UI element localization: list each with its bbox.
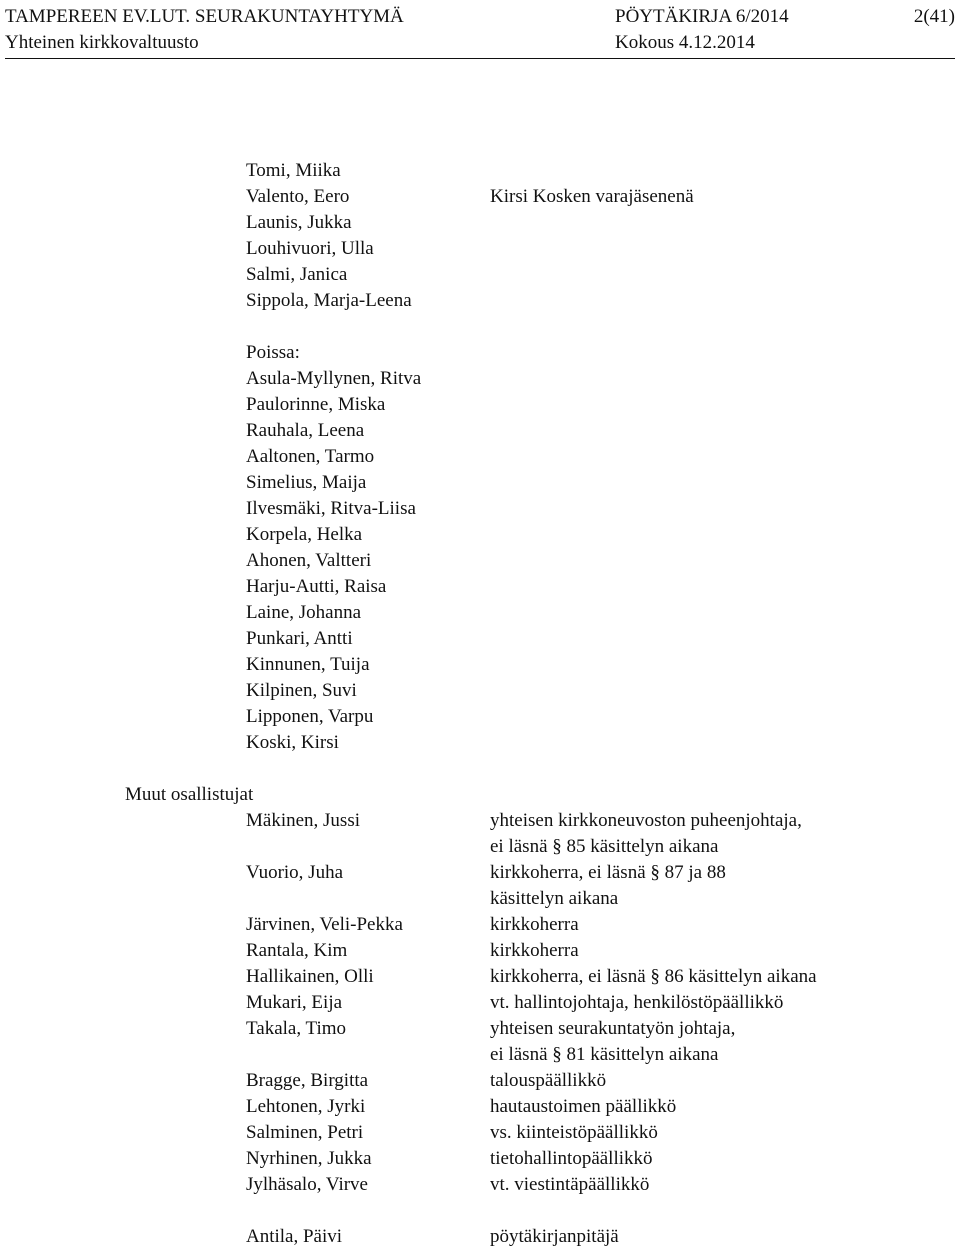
participant-role xyxy=(490,964,817,990)
role-line: kirkkoherra xyxy=(490,914,579,935)
participant-role xyxy=(490,1224,619,1250)
participant-name: Antila, Päivi xyxy=(246,1226,343,1247)
participant-name: Lehtonen, Jyrki xyxy=(246,1096,366,1117)
organization-name: TAMPEREEN EV.LUT. SEURAKUNTAYHTYMÄ xyxy=(5,6,404,27)
absent-name: Koski, Kirsi xyxy=(246,732,339,753)
present-name: Sippola, Marja-Leena xyxy=(246,290,412,311)
participant-role xyxy=(490,990,783,1016)
present-name: Salmi, Janica xyxy=(246,264,348,285)
participant-name: Vuorio, Juha xyxy=(246,862,344,883)
participant-role xyxy=(490,808,802,860)
header-divider xyxy=(5,58,955,59)
other-participants-title: Muut osallistujat xyxy=(125,784,254,805)
page-header xyxy=(5,4,955,56)
absent-list xyxy=(246,340,421,756)
participant-role xyxy=(490,912,579,938)
role-line: ei läsnä § 85 käsittelyn aikana xyxy=(490,836,719,857)
role-line: pöytäkirjanpitäjä xyxy=(490,1226,619,1247)
role-line: vt. viestintäpäällikkö xyxy=(490,1174,650,1195)
participant-role xyxy=(490,938,579,964)
meeting-date: Kokous 4.12.2014 xyxy=(615,32,755,53)
absent-name: Aaltonen, Tarmo xyxy=(246,446,375,467)
role-line: hautaustoimen päällikkö xyxy=(490,1096,677,1117)
page-number: 2(41) xyxy=(913,6,955,27)
absent-name: Korpela, Helka xyxy=(246,524,363,545)
absent-name: Rauhala, Leena xyxy=(246,420,365,441)
document-id: PÖYTÄKIRJA 6/2014 xyxy=(615,6,789,27)
header-row-1 xyxy=(5,4,955,30)
participant-name: Nyrhinen, Jukka xyxy=(246,1148,372,1169)
participant-role xyxy=(490,1016,735,1068)
body-name: Yhteinen kirkkovaltuusto xyxy=(5,32,199,53)
participant-name: Hallikainen, Olli xyxy=(246,966,374,987)
participant-role xyxy=(490,860,726,912)
present-name: Launis, Jukka xyxy=(246,212,352,233)
present-note: Kirsi Kosken varajäsenenä xyxy=(490,186,694,207)
role-line: vt. hallintojohtaja, henkilöstöpäällikkö xyxy=(490,992,784,1013)
role-line: yhteisen kirkkoneuvoston puheenjohtaja, xyxy=(490,810,802,831)
absent-name: Kinnunen, Tuija xyxy=(246,654,370,675)
present-list xyxy=(246,158,412,314)
absent-name: Lipponen, Varpu xyxy=(246,706,374,727)
absent-name: Asula-Myllynen, Ritva xyxy=(246,368,422,389)
absent-name: Kilpinen, Suvi xyxy=(246,680,357,701)
absent-name: Ahonen, Valtteri xyxy=(246,550,372,571)
absent-name: Simelius, Maija xyxy=(246,472,367,493)
participant-name: Mukari, Eija xyxy=(246,992,343,1013)
participant-name: Rantala, Kim xyxy=(246,940,348,961)
absent-name: Paulorinne, Miska xyxy=(246,394,386,415)
participant-name: Salminen, Petri xyxy=(246,1122,364,1143)
role-line: ei läsnä § 81 käsittelyn aikana xyxy=(490,1044,719,1065)
participant-name: Jylhäsalo, Virve xyxy=(246,1174,368,1195)
participant-name: Mäkinen, Jussi xyxy=(246,810,360,831)
participant-role xyxy=(490,1146,653,1172)
participant-role xyxy=(490,1094,676,1120)
participant-role xyxy=(490,1120,658,1146)
absent-name: Laine, Johanna xyxy=(246,602,362,623)
participant-role xyxy=(490,1172,649,1198)
absent-name: Ilvesmäki, Ritva-Liisa xyxy=(246,498,416,519)
role-line: tietohallintopäällikkö xyxy=(490,1148,653,1169)
absent-name: Punkari, Antti xyxy=(246,628,353,649)
present-name: Tomi, Miika xyxy=(246,160,341,181)
header-row-2 xyxy=(5,30,955,56)
role-line: talouspäällikkö xyxy=(490,1070,607,1091)
role-line: kirkkoherra, ei läsnä § 87 ja 88 xyxy=(490,862,726,883)
role-line: yhteisen seurakuntatyön johtaja, xyxy=(490,1018,736,1039)
absent-title: Poissa: xyxy=(246,342,300,363)
participant-name: Takala, Timo xyxy=(246,1018,347,1039)
present-name: Louhivuori, Ulla xyxy=(246,238,374,259)
participant-role xyxy=(490,1068,606,1094)
role-line: käsittelyn aikana xyxy=(490,888,619,909)
role-line: kirkkoherra xyxy=(490,940,579,961)
present-name: Valento, Eero xyxy=(246,186,350,207)
role-line: vs. kiinteistöpäällikkö xyxy=(490,1122,658,1143)
absent-name: Harju-Autti, Raisa xyxy=(246,576,387,597)
participant-name: Bragge, Birgitta xyxy=(246,1070,369,1091)
participant-name: Järvinen, Veli-Pekka xyxy=(246,914,403,935)
role-line: kirkkoherra, ei läsnä § 86 käsittelyn aikana xyxy=(490,966,817,987)
